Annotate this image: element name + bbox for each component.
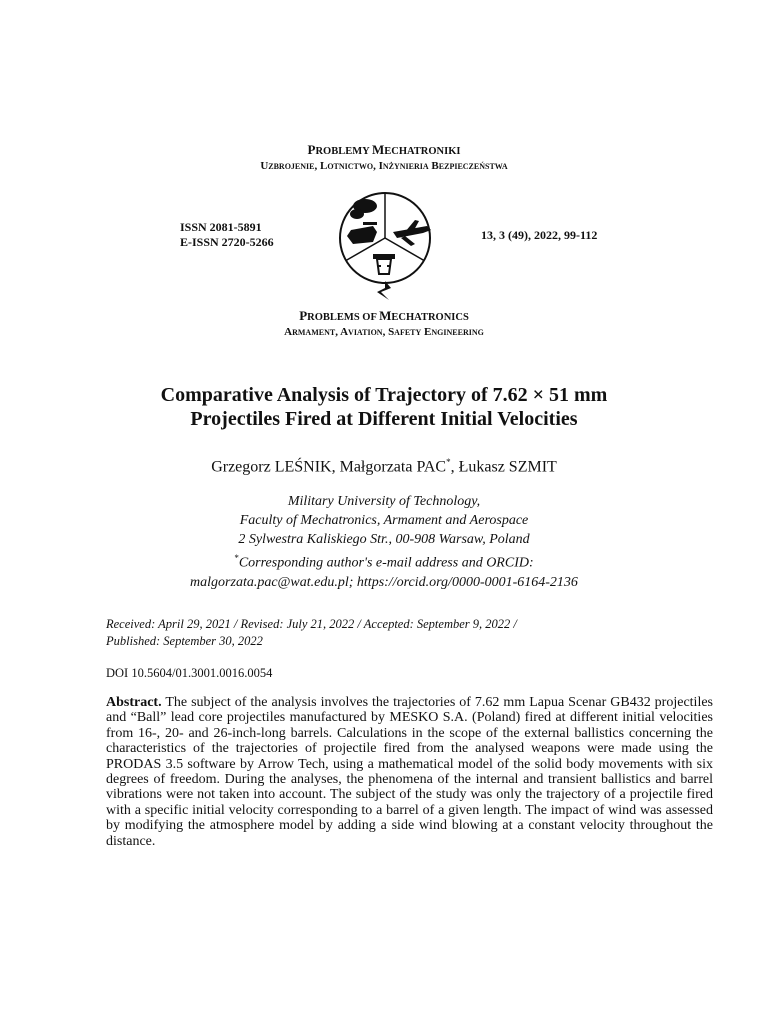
issn-electronic: E-ISSN 2720-5266 — [180, 235, 274, 249]
affiliation — [0, 492, 768, 592]
affiliation-line-1: Military University of Technology, — [287, 494, 481, 509]
issn-block — [180, 220, 274, 250]
paper-title-line-1: Comparative Analysis of Trajectory of 7.62 × 51 mm — [160, 384, 608, 406]
issn-print: ISSN 2081-5891 — [180, 220, 262, 234]
received-dates: Received: April 29, 2021 / Revised: July 21, 2022 / Accepted: September 9, 2022 / Published: September 30, 2022 — [106, 617, 517, 648]
paper-title-line-2: Projectiles Fired at Different Initial Velocities — [190, 408, 578, 430]
corresponding-author: *Corresponding author's e-mail address and ORCID: — [234, 553, 534, 571]
journal-logo — [333, 186, 437, 302]
corresponding-contact: malgorzata.pac@wat.edu.pl; https://orcid.org/0000-0001-6164-2136 — [190, 574, 578, 590]
abstract-text: The subject of the analysis involves the trajectories of 7.62 mm Lapua Scenar GB432 projectiles and “Ball” lead core projectiles manufactured by MESKO S.A. (Poland) fired at different initial velocities from 16-, 20- and 26-inch-long barrels. Calculations in the scope of the external ballistics concerning the characteristics of the trajectories of projectile fired from the analysed weapons were made using the PRODAS 3.5 software by Arrow Tech, using a mathematical model of the solid body movements with six degrees of freedom. During the analyses, the phenomena of the internal and transient ballistics and barrel vibrations were not taken into account. The subject of the study was only the trajectory of a projectile fired with a specific initial velocity corresponding to a barrel of a given length. The impact of wind was assessed by modifying the atmosphere model by adding a side wind blowing at a constant velocity throughout the distance. — [106, 695, 713, 849]
abstract-label: Abstract. — [106, 695, 162, 710]
authors: Grzegorz LEŚNIK, Małgorzata PAC*, Łukasz SZMIT — [211, 457, 557, 476]
abstract — [106, 695, 713, 849]
journal-subtitle-en: Armament, Aviation, Safety Engineering — [284, 326, 484, 338]
affiliation-line-3: 2 Sylwestra Kaliskiego Str., 00-908 Warsaw, Poland — [238, 532, 530, 547]
volume-info: 13, 3 (49), 2022, 99-112 — [481, 228, 598, 242]
doi: DOI 10.5604/01.3001.0016.0054 — [106, 666, 273, 680]
journal-logo-icon — [333, 186, 437, 302]
affiliation-line-2: Faculty of Mechatronics, Armament and Aerospace — [239, 513, 529, 528]
journal-title-pl: PROBLEMY MECHATRONIKI — [307, 142, 461, 157]
paper-title — [0, 383, 768, 431]
journal-subtitle-pl: Uzbrojenie, Lotnictwo, Inżynieria Bezpieczeństwa — [260, 160, 508, 172]
journal-title-en: PROBLEMS OF MECHATRONICS — [299, 308, 469, 323]
